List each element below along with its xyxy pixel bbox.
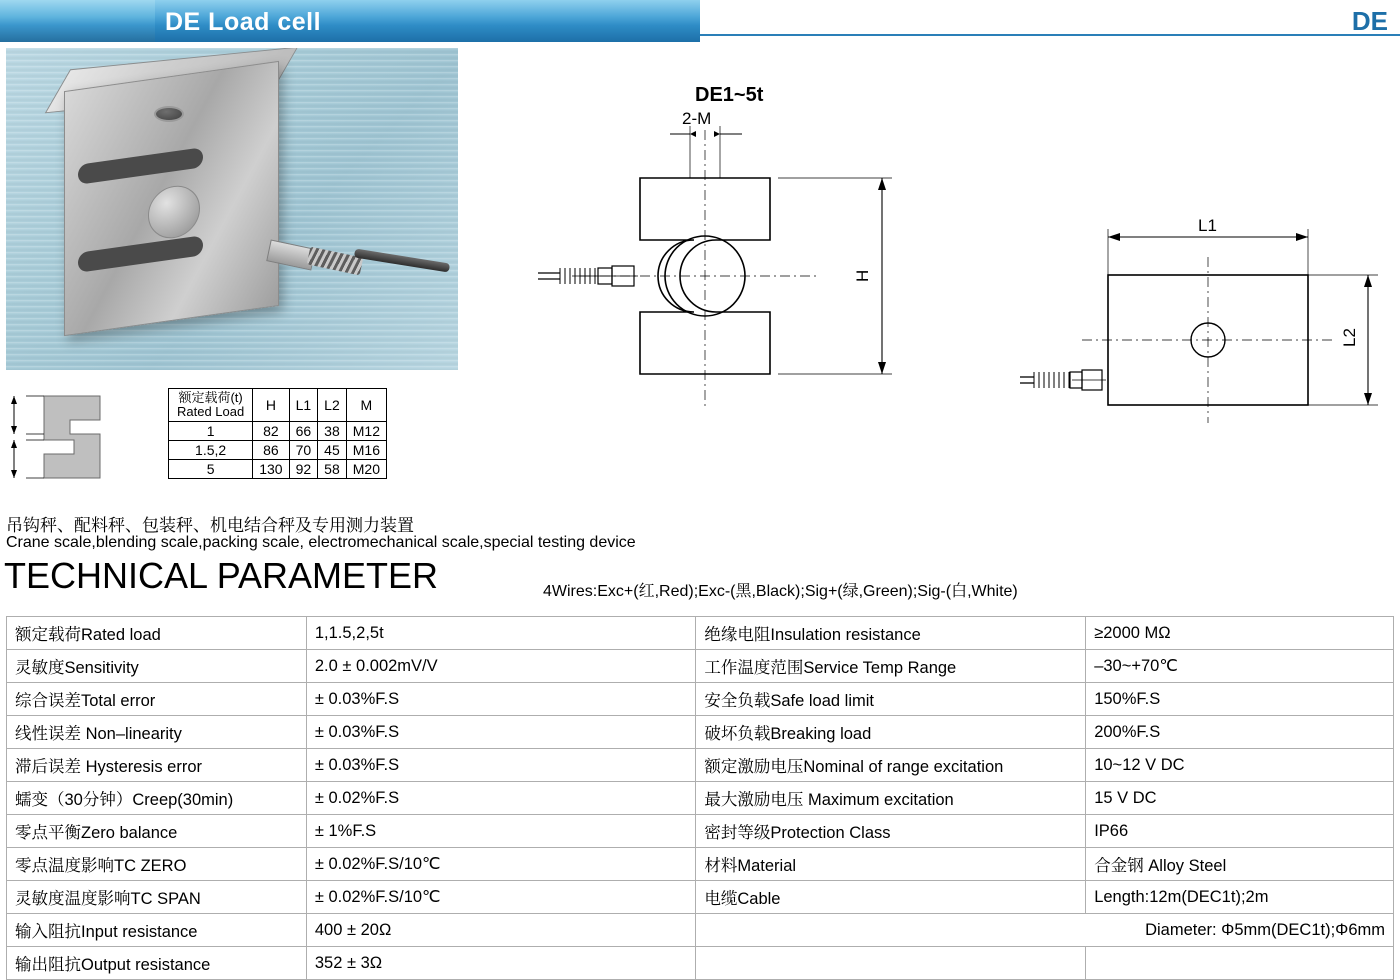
cell-l1: 70 (289, 441, 318, 460)
specification-table (6, 616, 1394, 980)
spec-value: ± 0.02%F.S (306, 782, 696, 815)
table-row (7, 617, 1394, 650)
header-rated-load-cn: 额定载荷(t) (178, 390, 243, 405)
table-row (169, 441, 387, 460)
cell-l1: 66 (289, 422, 318, 441)
product-code: DE (1351, 6, 1388, 36)
spec-value: IP66 (1086, 815, 1394, 848)
spec-value: 2.0 ± 0.002mV/V (306, 650, 696, 683)
table-row (7, 716, 1394, 749)
cell-l2: 58 (318, 460, 347, 479)
table-row (7, 650, 1394, 683)
spec-value: 10~12 V DC (1086, 749, 1394, 782)
table-row (7, 881, 1394, 914)
header-l2: L2 (318, 389, 347, 422)
dimension-table (168, 388, 387, 479)
cell-h: 82 (253, 422, 289, 441)
application-description-en: Crane scale,blending scale,packing scale, electromechanical scale,special testing device (6, 534, 636, 551)
spec-label: 最大激励电压 Maximum excitation (696, 782, 1086, 815)
cell-load: 1 (169, 422, 253, 441)
spec-label: 额定载荷Rated load (7, 617, 307, 650)
s-shape-icon (4, 392, 154, 482)
spec-value: Length:12m(DEC1t);2m (1086, 881, 1394, 914)
technical-parameter-heading: TECHNICAL PARAMETER (4, 555, 439, 596)
cell-h: 130 (253, 460, 289, 479)
spec-label: 额定激励电压Nominal of range excitation (696, 749, 1086, 782)
page-title: DE Load cell (165, 8, 322, 36)
spec-label: 密封等级Protection Class (696, 815, 1086, 848)
spec-label: 电缆Cable (696, 881, 1086, 914)
spec-empty (1086, 947, 1394, 980)
spec-value: ± 0.03%F.S (306, 683, 696, 716)
spec-label: 滞后误差 Hysteresis error (7, 749, 307, 782)
spec-value: 合金钢 Alloy Steel (1086, 848, 1394, 881)
spec-label: 灵敏度温度影响TC SPAN (7, 881, 307, 914)
thread-label: 2-M (682, 110, 712, 128)
header-gradient-bar-left (0, 0, 155, 42)
spec-label: 蠕变（30分钟）Creep(30min) (7, 782, 307, 815)
table-row (7, 683, 1394, 716)
spec-label: 输出阻抗Output resistance (7, 947, 307, 980)
spec-label: 绝缘电阻Insulation resistance (696, 617, 1086, 650)
cell-l2: 45 (318, 441, 347, 460)
spec-value: ± 1%F.S (306, 815, 696, 848)
spec-value: ± 0.03%F.S (306, 749, 696, 782)
table-row (7, 782, 1394, 815)
cell-load: 5 (169, 460, 253, 479)
drawing-title: DE1~5t (695, 84, 764, 106)
page-header (0, 0, 1400, 42)
spec-label: 线性误差 Non–linearity (7, 716, 307, 749)
table-header-row (169, 389, 387, 422)
front-view-drawing (520, 110, 940, 475)
spec-label: 安全负载Safe load limit (696, 683, 1086, 716)
spec-value: –30~+70℃ (1086, 650, 1394, 683)
cell-load: 1.5,2 (169, 441, 253, 460)
spec-label: 零点平衡Zero balance (7, 815, 307, 848)
header-l1: L1 (289, 389, 318, 422)
cell-l2: 38 (318, 422, 347, 441)
spec-label: 灵敏度Sensitivity (7, 650, 307, 683)
cell-m: M16 (346, 441, 386, 460)
spec-value: ± 0.02%F.S/10℃ (306, 881, 696, 914)
side-view-drawing (1020, 215, 1400, 445)
spec-value: ± 0.03%F.S (306, 716, 696, 749)
spec-label: 输入阻抗Input resistance (7, 914, 307, 947)
header-m: M (346, 389, 386, 422)
table-row (7, 914, 1394, 947)
spec-label: 工作温度范围Service Temp Range (696, 650, 1086, 683)
cell-h: 86 (253, 441, 289, 460)
spec-label: 材料Material (696, 848, 1086, 881)
cell-m: M20 (346, 460, 386, 479)
spec-empty (696, 947, 1086, 980)
header-rated-load (169, 389, 253, 422)
cell-l1: 92 (289, 460, 318, 479)
header-rule (700, 34, 1400, 36)
product-photo (6, 48, 458, 370)
table-row (7, 815, 1394, 848)
table-row (7, 947, 1394, 980)
spec-label: 综合误差Total error (7, 683, 307, 716)
spec-label: 破坏负载Breaking load (696, 716, 1086, 749)
spec-value: ≥2000 MΩ (1086, 617, 1394, 650)
spec-value: 15 V DC (1086, 782, 1394, 815)
cable (354, 249, 450, 273)
table-row (7, 749, 1394, 782)
spec-value: ± 0.02%F.S/10℃ (306, 848, 696, 881)
load-cell-thread-hole (154, 106, 184, 122)
table-row (7, 848, 1394, 881)
spec-value: 200%F.S (1086, 716, 1394, 749)
cell-m: M12 (346, 422, 386, 441)
header-rated-load-en: Rated Load (177, 404, 245, 419)
l1-label: L1 (1198, 216, 1217, 235)
application-description-cn: 吊钩秤、配料秤、包装秤、机电结合秤及专用测力装置 (6, 516, 414, 535)
spec-label: 零点温度影响TC ZERO (7, 848, 307, 881)
table-row (169, 460, 387, 479)
spec-value: 150%F.S (1086, 683, 1394, 716)
l2-label: L2 (1340, 328, 1359, 347)
spec-value-cable-diameter: Diameter: Φ5mm(DEC1t);Φ6mm (696, 914, 1394, 947)
spec-value: 352 ± 3Ω (306, 947, 696, 980)
wiring-note: 4Wires:Exc+(红,Red);Exc-(黑,Black);Sig+(绿,Green);Sig-(白,White) (543, 583, 1018, 600)
height-label: H (853, 269, 872, 282)
spec-value: 1,1.5,2,5t (306, 617, 696, 650)
header-h: H (253, 389, 289, 422)
spec-value: 400 ± 20Ω (306, 914, 696, 947)
table-row (169, 422, 387, 441)
